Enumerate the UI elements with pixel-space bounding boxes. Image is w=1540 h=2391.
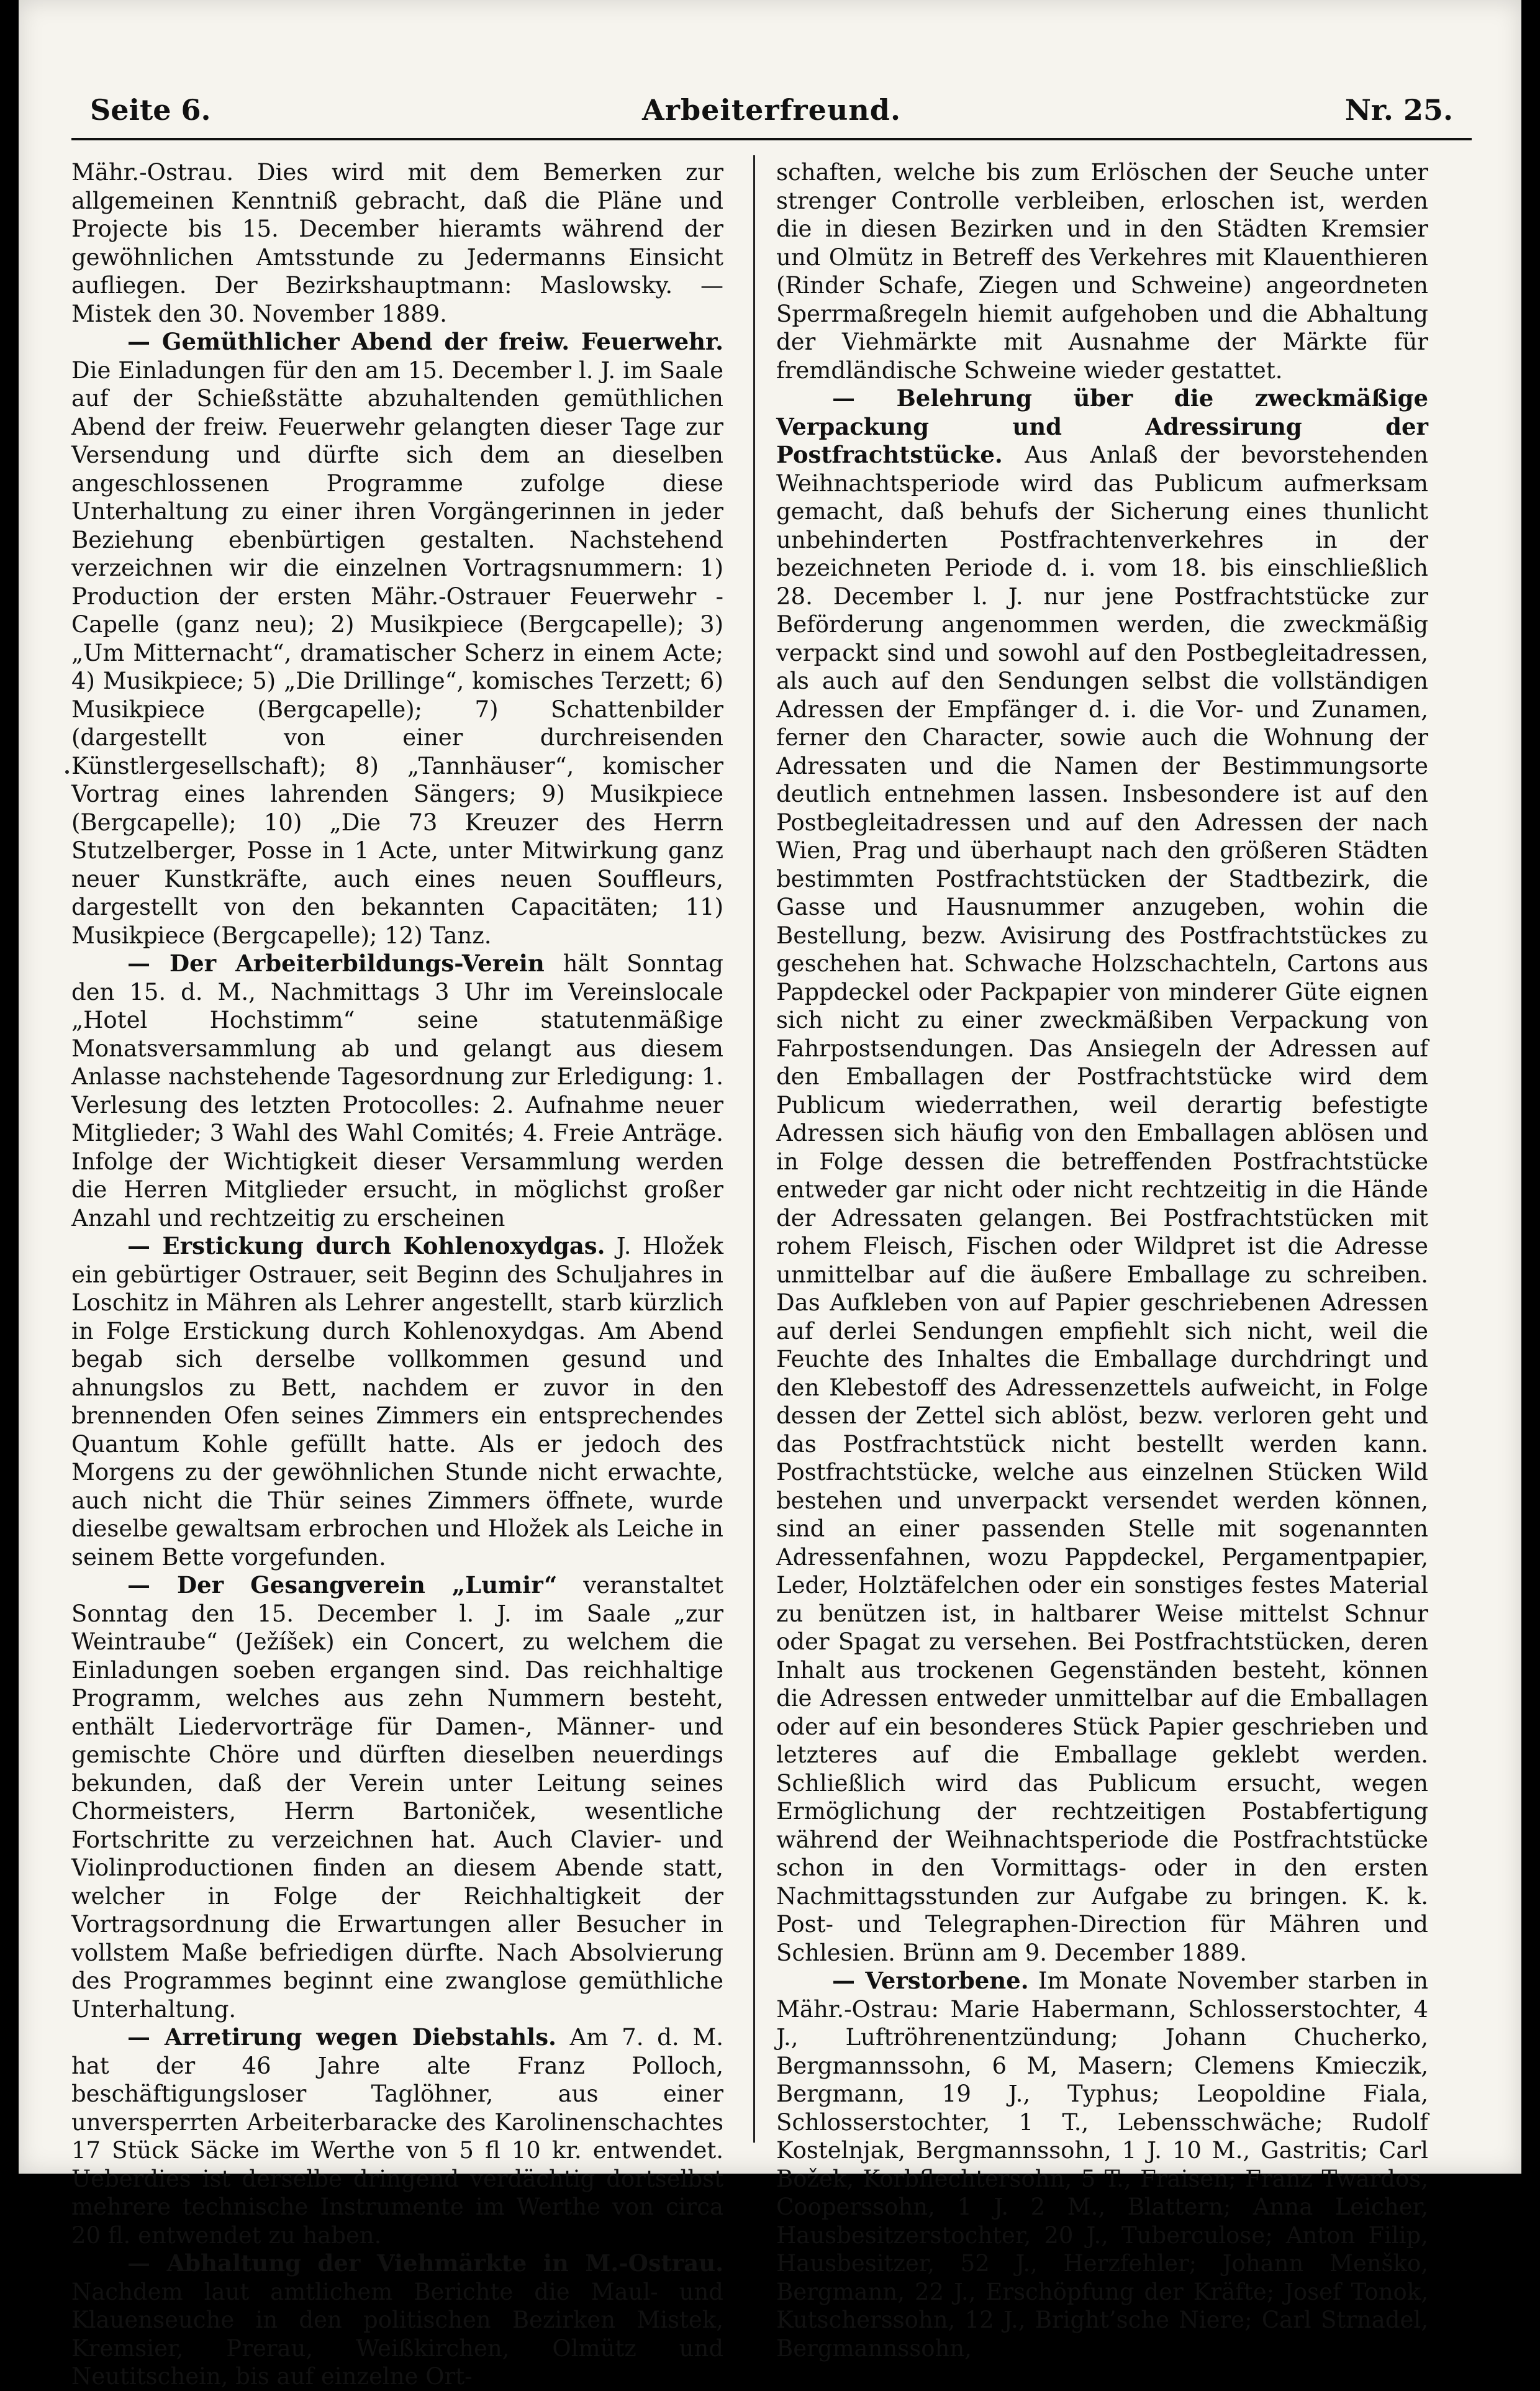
article-arbeiterbildungsverein: [71, 950, 723, 1232]
article-continuation: schaften, welche bis zum Erlöschen der Seuche unter strenger Controlle verbleiben, erloschen ist, werden die in diesen Bezirken und in den Städten Kremsier und Olmütz in Betreff des Verkehres mit Klauenthieren (Rinder Schafe, Ziegen und Schweine) angeordneten Sperrmaßregeln hiemit aufgehoben und die Abhaltung der Viehmärkte mit Ausnahme der Märkte für fremdländische Schweine wieder gestattet.: [776, 159, 1428, 384]
page-number: Seite 6.: [90, 93, 211, 127]
article-gesangverein: [71, 1571, 723, 2023]
issue-number: Nr. 25.: [1344, 93, 1453, 127]
article-heading: — Arretirung wegen Diebstahls.: [127, 2023, 556, 2051]
article-body: Am 7. d. M. hat der 46 Jahre alte Franz Polloch, beschäftigungsloser Taglöhner, aus einer unversperrten Arbeiterbaracke des Karolinenschachtes 17 Stück Säcke im Werthe von 5 fl 10 kr. entwendet. Ueberdies ist derselbe dringend verdächtig dortselbst mehrere technische Instrumente im Werthe von circa 20 fl. entwendet zu haben.: [71, 2024, 723, 2249]
article-continuation: Mähr.-Ostrau. Dies wird mit dem Bemerken zur allgemeinen Kenntniß gebracht, daß die Pläne und Projecte bis 15. December hieramts während der gewöhnlichen Amtsstunde zu Jedermanns Einsicht aufliegen. Der Bezirkshauptmann: Maslowsky. — Mistek den 30. November 1889.: [71, 159, 723, 327]
article-arretirung: [71, 2023, 723, 2249]
article-body: Die Einladungen für den am 15. December l. J. im Saale auf der Schießstätte abzuhaltenden gemüthlichen Abend der freiw. Feuerwehr gelangten dieser Tage zur Versendung und dürfte sich dem an dieselben angeschlossenen Programme zufolge diese Unterhaltung zu einer ihren Vorgängerinnen in jeder Beziehung ebenbürtigen gestalten. Nachstehend verzeichnen wir die einzelnen Vortragsnummern: 1) Production der ersten Mähr.-Ostrauer Feuerwehr - Capelle (ganz neu); 2) Musikpiece (Bergcapelle); 3) „Um Mitternacht“, dramatischer Scherz in einem Acte; 4) Musikpiece; 5) „Die Drillinge“, komisches Terzett; 6) Musikpiece (Bergcapelle); 7) Schattenbilder (dargestellt von einer durchreisenden Künstlergesellschaft); 8) „Tannhäuser“, komischer Vortrag eines lahrenden Sängers; 9) Musikpiece (Bergcapelle); 10) „Die 73 Kreuzer des Herrn Stutzelberger, Posse in 1 Acte, unter Mitwirkung ganz neuer Kunstkräfte, auch eines neuen Souffleurs, dargestellt von den bekannten Capacitäten; 11) Musikpiece (Bergcapelle); 12) Tanz.: [71, 356, 723, 949]
article-body: Nachdem laut amtlichem Berichte die Maul- und Klauenseuche in den politischen Bezirken Mistek, Kremsier, Prerau, Weißkirchen, Olmütz und Neutitschein, bis auf einzelne Ort-: [71, 2278, 723, 2390]
article-body: hält Sonntag den 15. d. M., Nachmittags 3 Uhr im Vereinslocale „Hotel Hochstimm“ seine statutenmäßige Monatsversammlung ab und gelangt aus diesem Anlasse nachstehende Tagesordnung zur Erledigung: 1. Verlesung des letzten Protocolles: 2. Aufnahme neuer Mitglieder; 3 Wahl des Wahl Comités; 4. Freie Anträge. Infolge der Wichtigkeit dieser Versammlung werden die Herren Mitglieder ersucht, in möglichst großer Anzahl und rechtzeitig zu erscheinen: [71, 950, 723, 1232]
article-heading: — Der Gesangverein „Lumir“: [127, 1571, 558, 1599]
article-heading: — Gemüthlicher Abend der freiw. Feuerwehr.: [127, 328, 723, 355]
article-kohlenoxydgas: [71, 1232, 723, 1571]
article-heading: — Der Arbeiterbildungs-Verein: [127, 950, 545, 977]
margin-mark: [65, 770, 69, 774]
article-body: Aus Anlaß der bevorstehenden Weihnachtsperiode wird das Publicum aufmerksam gemacht, daß behufs der Sicherung eines thunlicht unbehinderten Postfrachtenverkehres in der bezeichneten Periode d. i. vom 18. bis einschließlich 28. December l. J. nur jene Postfrachtstücke zur Beförderung angenommen werden, die zweckmäßig verpackt sind und sowohl auf den Postbegleitadressen, als auch auf den Sendungen selbst die vollständigen Adressen der Empfänger d. i. die Vor- und Zunamen, ferner den Character, sowie auch die Wohnung der Adressaten und die Namen der Bestimmungsorte deutlich entnehmen lassen. Insbesondere ist auf den Postbegleitadressen und auf den Adressen der nach Wien, Prag und überhaupt nach den größeren Städten bestimmten Postfrachtstücken der Stadtbezirk, die Gasse und Hausnummer anzugeben, wohin die Bestellung, bezw. Avisirung des Postfrachtstückes zu geschehen hat. Schwache Holzschachteln, Cartons aus Pappdeckel oder Packpapier von minderer Güte eignen sich nicht zu einer zweckmäßiben Verpackung von Fahrpostsendungen. Das Ansiegeln der Adressen auf den Emballagen der Postfrachtstücke wird dem Publicum wiederrathen, weil derartig befestigte Adressen sich häufig von den Emballagen ablösen und in Folge dessen die betreffenden Postfrachtstücke entweder gar nicht oder nicht rechtzeitig in die Hände der Adressaten gelangen. Bei Postfrachtstücken mit rohem Fleisch, Fischen oder Wildpret ist die Adresse unmittelbar auf die äußere Emballage zu schreiben. Das Aufkleben von auf Papier geschriebenen Adressen auf derlei Sendungen empfiehlt sich nicht, weil die Feuchte des Inhaltes die Emballage durchdringt und den Klebestoff des Adressenzettels aufweicht, in Folge dessen der Zettel sich ablöst, bezw. verloren geht und das Postfrachtstück nicht bestellt werden kann. Postfrachtstücke, welche aus einzelnen Stücken Wild bestehen und unverpackt versendet werden können, sind an einer passenden Stelle mit sogenannten Adressenfahnen, wozu Pappdeckel, Pergamentpapier, Leder, Holztäfelchen oder ein sonstiges festes Material zu benützen ist, in haltbarer Weise mittelst Schnur oder Spagat zu versehen. Bei Postfrachtstücken, deren Inhalt aus trockenen Gegenständen besteht, können die Adressen entweder unmittelbar auf die Emballagen oder auf ein besonderes Stück Papier geschrieben und letzteres auf die Emballage geklebt werden. Schließlich wird das Publicum ersucht, wegen Ermöglichung der rechtzeitigen Postabfertigung während der Weihnachtsperiode die Postfrachtstücke schon in den Vormittags- oder in den ersten Nachmittagsstunden zur Aufgabe zu bringen. K. k. Post- und Telegraphen-Direction für Mähren und Schlesien. Brünn am 9. December 1889.: [776, 442, 1428, 1966]
article-feuerwehr: [71, 328, 723, 950]
article-verstorbene: [776, 1967, 1428, 2362]
article-viehmaerkte: [71, 2249, 723, 2391]
article-body: veranstaltet Sonntag den 15. December l. J. im Saale „zur Weintraube“ (Ježíšek) ein Concert, zu welchem die Einladungen soeben ergangen sind. Das reichhaltige Programm, welches aus zehn Nummern besteht, enthält Liedervorträge für Damen-, Männer- und gemischte Chöre und dürften dieselben neuerdings bekunden, daß der Verein unter Leitung seines Chormeisters, Herrn Bartoniček, wesentliche Fortschritte zu verzeichnen hat. Auch Clavier- und Violinproductionen finden an diesem Abende statt, welcher in Folge der Reichhaltigkeit der Vortragsordnung die Erwartungen aller Besucher in vollstem Maße befriedigen dürfte. Nach Absolvierung des Programmes beginnt eine zwanglose gemüthliche Unterhaltung.: [71, 1572, 723, 2023]
article-postfrachtstuecke: [776, 384, 1428, 1967]
column-divider: [753, 155, 755, 2143]
article-body: J. Hložek ein gebürtiger Ostrauer, seit Beginn des Schuljahres in Loschitz in Mähren als Lehrer angestellt, starb kürzlich in Folge Erstickung durch Kohlenoxydgas. Am Abend begab sich derselbe vollkommen gesund und ahnungslos zu Bett, nachdem er zuvor in den brennenden Ofen seines Zimmers ein entsprechendes Quantum Kohle gefüllt hatte. Als er jedoch des Morgens zu der gewöhnlichen Stunde nicht erwachte, auch nicht die Thür seines Zimmers öffnete, wurde dieselbe gewaltsam erbrochen und Hložek als Leiche in seinem Bette vorgefunden.: [71, 1233, 723, 1571]
newspaper-title: Arbeiterfreund.: [642, 93, 901, 127]
article-heading: — Erstickung durch Kohlenoxydgas.: [127, 1232, 605, 1259]
article-heading: — Verstorbene.: [832, 1967, 1029, 1994]
left-column: [71, 158, 723, 2390]
article-heading: — Abhaltung der Viehmärkte in M.-Ostrau.: [127, 2249, 723, 2277]
article-body: Im Monate November starben in Mähr.-Ostrau: Marie Habermann, Schlosserstochter, 4 J., Luftröhrenentzündung; Johann Chucherko, Bergmannssohn, 6 M, Masern; Clemens Kmieczik, Bergmann, 19 J., Typhus; Leopoldine Fiala, Schlosserstochter, 1 T., Lebensschwäche; Rudolf Kostelnjak, Bergmannssohn, 1 J. 10 M., Gastritis; Carl Božek, Korbflechtersohn, 5 T., Fraisen; Franz Twardos, Cooperssohn, 1 J. 2 M., Blattern; Anna Leicher, Hausbesitzerstochter, 20 J., Tuberculose; Anton Filip, Hausbesitzer, 52 J., Herzfehler; Johann Menško, Bergmann, 22 J., Erschöpfung der Kräfte; Josef Tonok, Kutscherssohn, 12 J., Bright’sche Niere; Carl Strnadel, Bergmannssohn,: [776, 1967, 1428, 2362]
right-column: [776, 158, 1428, 2362]
page-header: [90, 93, 1453, 137]
article-heading: — Belehrung über die zweckmäßige Verpackung und Adressirung der Postfrachtstücke.: [776, 384, 1428, 468]
header-rule: [71, 138, 1472, 140]
